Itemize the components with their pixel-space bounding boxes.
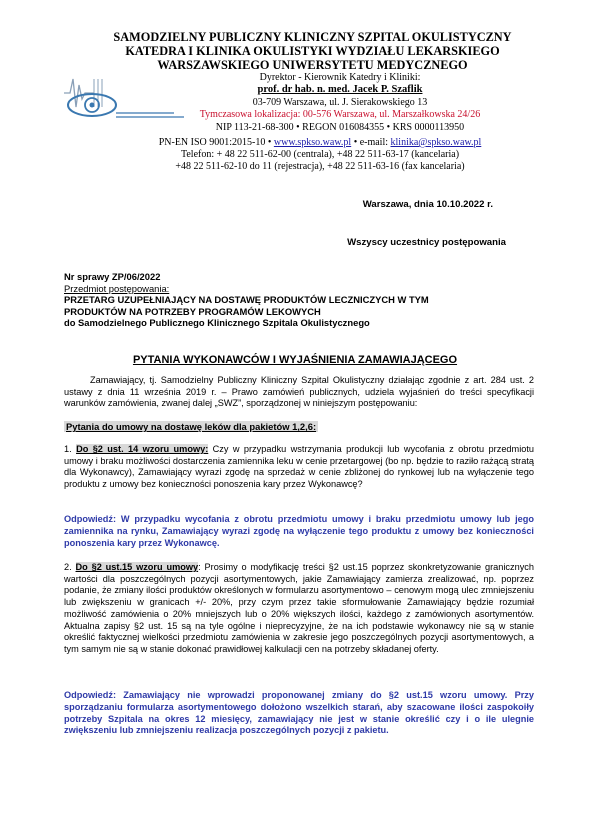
letterhead-title-line-2: KATEDRA I KLINIKA OKULISTYKI WYDZIAŁU LEKARSKIEGO bbox=[125, 44, 500, 58]
director-label: Dyrektor - Kierownik Katedry i Kliniki: bbox=[259, 72, 421, 83]
question-2-number: 2. bbox=[64, 562, 76, 572]
subject-line-3: do Samodzielnego Publicznego Klinicznego Szpitala Okulistycznego bbox=[64, 317, 370, 328]
email-label: • e-mail: bbox=[351, 137, 391, 148]
email-link[interactable]: klinika@spkso.waw.pl bbox=[390, 137, 482, 148]
answer-1-text: W przypadku wycofania z obrotu przedmiotu umowy i braku przedmiotu umowy lub jego zamiennika na rynku, Zamawiający wyrazi zgodę na wyłączenie tego produktu z umowy bez konieczności ponoszenia kary przez Wykonawcę. bbox=[64, 514, 534, 548]
director-name: prof. dr hab. n. med. Jacek P. Szaflik bbox=[257, 84, 423, 96]
page-title: PYTANIA WYKONAWCÓW I WYJAŚNIENIA ZAMAWIAJĄCEGO bbox=[132, 354, 458, 366]
phone-line-1: Telefon: + 48 22 511-62-00 (centrala), +48 22 511-63-17 (kancelaria) bbox=[180, 149, 460, 161]
subject-line-1: PRZETARG UZUPEŁNIAJĄCY NA DOSTAWĘ PRODUKTÓW LECZNICZYCH W TYM bbox=[64, 294, 429, 305]
website-link[interactable]: www.spkso.waw.pl bbox=[273, 137, 352, 148]
answer-1 bbox=[64, 514, 534, 549]
answer-2-label: Odpowiedź: bbox=[64, 690, 117, 700]
letterhead-contact bbox=[80, 137, 560, 174]
letterhead-title-line-3: WARSZAWSKIEGO UNIWERSYTETU MEDYCZNEGO bbox=[157, 58, 468, 72]
answer-1-label: Odpowiedź: bbox=[64, 514, 117, 524]
question-1-text: Czy w przypadku wstrzymania produkcji lub wycofania z obrotu przedmiotu umowy i braku możliwości dostarczenia zamiennika leku w cenie przetargowej (bo np. będzie to raziło rażącą stratą dla Wykonawcy), Zamawiający wyrazi zgodę na sprzedaż w cenie zbliżonej do rynkowej lub na wyłączenie tego produktu z umowy bez konieczności ponoszenia kary przez Wykonawcę? bbox=[64, 444, 535, 490]
question-1-ref: Do §2 ust. 14 wzoru umowy: bbox=[76, 444, 209, 454]
temporary-location: Tymczasowa lokalizacja: 00-576 Warszawa, ul. Marszałkowska 24/26 bbox=[199, 109, 481, 121]
subject-label: Przedmiot postępowania: bbox=[64, 282, 170, 294]
section-header: Pytania do umowy na dostawę leków dla pakietów 1,2,6: bbox=[66, 421, 317, 432]
letterhead-title bbox=[60, 30, 565, 72]
question-2 bbox=[64, 562, 534, 656]
iso-label: PN-EN ISO 9001:2015-10 • bbox=[158, 137, 274, 148]
case-number: Nr sprawy ZP/06/2022 bbox=[64, 271, 161, 282]
case-info bbox=[64, 271, 534, 329]
recipients: Wszyscy uczestnicy postępowania bbox=[347, 237, 506, 248]
registry-ids: NIP 113-21-68-300 • REGON 016084355 • KRS 0000113950 bbox=[215, 121, 465, 133]
intro-paragraph bbox=[64, 375, 534, 410]
phone-line-2: +48 22 511-62-10 do 11 (rejestracja), +48 22 511-63-16 (fax kancelaria) bbox=[175, 161, 465, 173]
question-2-text: : Prosimy o modyfikację treści §2 ust.15 poprzez skonkretyzowanie granicznych wartości dla poszczególnych pozycji asortymentowych, jakie Zamawiający zamierza zrealizować, np. poprzez podanie, że zmiany ilości produktów określonych w formularzu asortymentowo – cenowym mogą ulec zmniejszeniu lub zwiększeniu w granicach +/- 20%, przy czym przez takie sformułowanie Zamawiający będzie rozumiał możliwość zamówienia o 20% mniejszych lub o 20% większych ilości, każdego z zamówionych asortymentów. Aktualna zapisy §2 ust. 15 są na tyle ogólne i nieprecyzyjne, że na ich podstawie wykonawcy nie są w stanie określić faktycznej wielkości przedmiotu zamówienia w zakresie jego poszczególnych pozycji asortymentowych, a tym samym nie są w stanie dokonać prawidłowej kalkulacji cen na potrzeby składanej oferty. bbox=[64, 562, 534, 654]
web-email-line bbox=[80, 137, 560, 149]
letterhead-title-line-1: SAMODZIELNY PUBLICZNY KLINICZNY SZPITAL OKULISTYCZNY bbox=[113, 30, 512, 44]
answer-2 bbox=[64, 690, 534, 737]
question-2-ref: Do §2 ust.15 wzoru umowy bbox=[75, 562, 199, 572]
hospital-address: 03-709 Warszawa, ul. J. Sierakowskiego 13 bbox=[252, 96, 428, 108]
question-1-number: 1. bbox=[64, 444, 77, 454]
answer-2-text: Zamawiający nie wprowadzi proponowanej zmiany do §2 ust.15 wzoru umowy. Przy sporządzaniu formularza asortymentowego dołożono wszelkich starań, aby szacowane ilości zaspokoiły potrzeby Szpitala na okres 12 miesięcy, zamawiający nie jest w stanie określić czy i o ile ulegnie zwiększeniu lub zmniejszeniu realizacja poszczególnych pozycji z pakietu. bbox=[64, 690, 534, 736]
intro-text: Zamawiający, tj. Samodzielny Publiczny Kliniczny Szpital Okulistyczny działając zgodnie z art. 284 ust. 2 ustawy z dnia 11 września 2019 r. – Prawo zamówień publicznych, udziela wyjaśnień do treści specyfikacji warunków zamówienia, zwanej dalej „SWZ”, sporządzonej w niniejszym postępowaniu: bbox=[64, 375, 534, 408]
question-1 bbox=[64, 444, 534, 491]
document-date: Warszawa, dnia 10.10.2022 r. bbox=[362, 199, 493, 210]
letterhead-info bbox=[175, 72, 505, 134]
subject-line-2: PRODUKTÓW NA POTRZEBY PROGRAMÓW LEKOWYCH bbox=[64, 305, 321, 317]
